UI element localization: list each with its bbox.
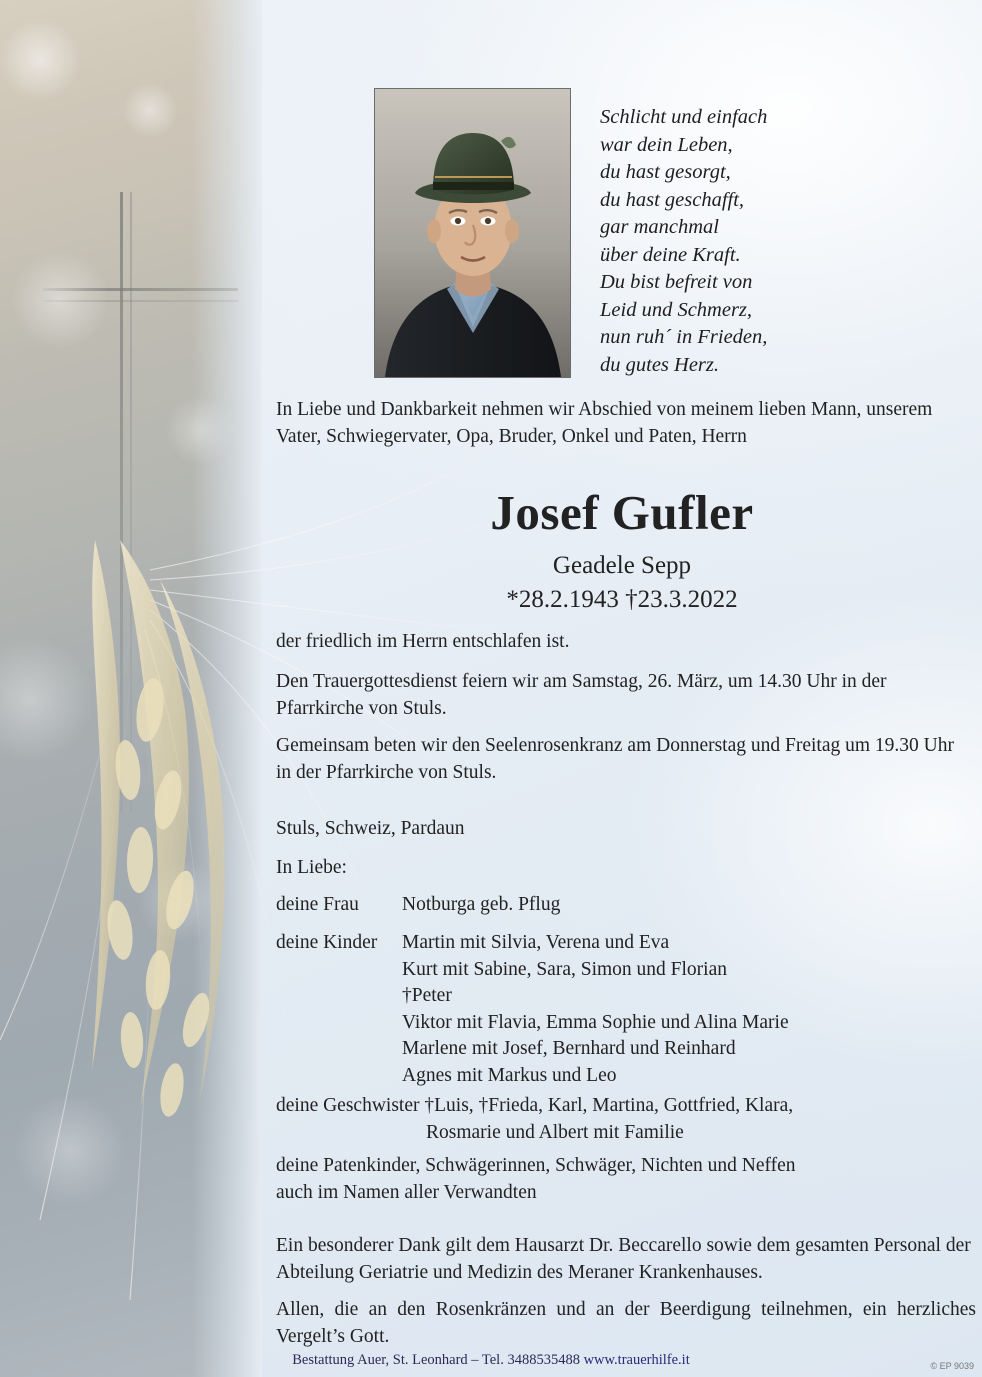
places-line: Stuls, Schweiz, Pardaun	[276, 818, 465, 839]
siblings-line-1: deine Geschwister †Luis, †Frieda, Karl, Martina, Gottfried, Klara,	[276, 1095, 794, 1116]
in-love-label: In Liebe:	[276, 857, 347, 878]
list-item: Kurt mit Sabine, Sara, Simon und Florian	[402, 958, 727, 980]
deceased-name: Josef Gufler	[490, 485, 754, 540]
verse-line: Schlicht und einfach	[600, 106, 768, 128]
verse-line: nun ruh´ in Frieden,	[600, 326, 768, 348]
memorial-verse	[600, 104, 930, 379]
deceased-nickname: Geadele Sepp	[552, 552, 692, 579]
verse-line: du hast gesorgt,	[600, 161, 731, 183]
relative-row-wife	[276, 892, 968, 919]
paragraph-rosary: Gemeinsam beten wir den Seelenrosenkranz am Donnerstag und Freitag um 19.30 Uhr in der Pfarrkirche von Stuls.	[276, 735, 954, 783]
paragraph-passing: der friedlich im Herrn entschlafen ist.	[276, 631, 570, 652]
print-code: © EP 9039	[930, 1361, 974, 1371]
card-content	[262, 0, 982, 1377]
verse-line: Du bist befreit von	[600, 271, 753, 293]
list-item: †Peter	[402, 985, 452, 1006]
list-item: Agnes mit Markus und Leo	[402, 1064, 617, 1086]
verse-line: du hast geschafft,	[600, 188, 745, 211]
wife-label: deine Frau	[276, 894, 359, 915]
godchildren-block	[276, 1153, 968, 1206]
verse-line: gar manchmal	[600, 216, 720, 238]
portrait-photo	[374, 88, 571, 378]
life-dates: *28.2.1943 †23.3.2022	[506, 586, 738, 613]
siblings-line-2: Rosmarie und Albert mit Familie	[426, 1121, 684, 1143]
footer-url[interactable]: www.trauerhilfe.it	[583, 1352, 690, 1368]
thanks-doctor: Ein besonderer Dank gilt dem Hausarzt Dr. Beccarello sowie dem gesamten Personal der Abteilung Geriatrie und Medizin des Meraner Krankenhauses.	[276, 1235, 971, 1283]
siblings-block	[276, 1093, 968, 1146]
decorative-left-band	[0, 0, 262, 1377]
paragraph-funeral-service: Den Trauergottesdienst feiern wir am Samstag, 26. März, um 14.30 Uhr in der Pfarrkirche von Stuls.	[276, 671, 887, 719]
verse-line: war dein Leben,	[600, 133, 733, 156]
footer	[0, 1352, 982, 1369]
relative-row-children	[276, 930, 968, 1089]
list-item: Marlene mit Josef, Bernhard und Reinhard	[402, 1038, 736, 1059]
thanks-attendees: Allen, die an den Rosenkränzen und an der Beerdigung teilnehmen, ein herzliches Vergelt’s Gott.	[276, 1299, 976, 1347]
verse-line: du gutes Herz.	[600, 353, 720, 376]
wife-name: Notburga geb. Pflug	[402, 894, 561, 915]
godchildren-line-1: deine Patenkinder, Schwägerinnen, Schwäger, Nichten und Neffen	[276, 1155, 796, 1176]
godchildren-line-2: auch im Namen aller Verwandten	[276, 1181, 537, 1203]
footer-undertaker: Bestattung Auer, St. Leonhard – Tel. 3488535488	[292, 1352, 580, 1368]
children-label: deine Kinder	[276, 932, 378, 953]
verse-line: über deine Kraft.	[600, 243, 741, 266]
children-list	[402, 930, 968, 1089]
verse-line: Leid und Schmerz,	[600, 298, 753, 321]
list-item: Viktor mit Flavia, Emma Sophie und Alina Marie	[402, 1011, 789, 1033]
lead-text: In Liebe und Dankbarkeit nehmen wir Abschied von meinem lieben Mann, unserem Vater, Schwiegervater, Opa, Bruder, Onkel und Paten, Herrn	[276, 399, 933, 447]
list-item: Martin mit Silvia, Verena und Eva	[402, 932, 670, 953]
